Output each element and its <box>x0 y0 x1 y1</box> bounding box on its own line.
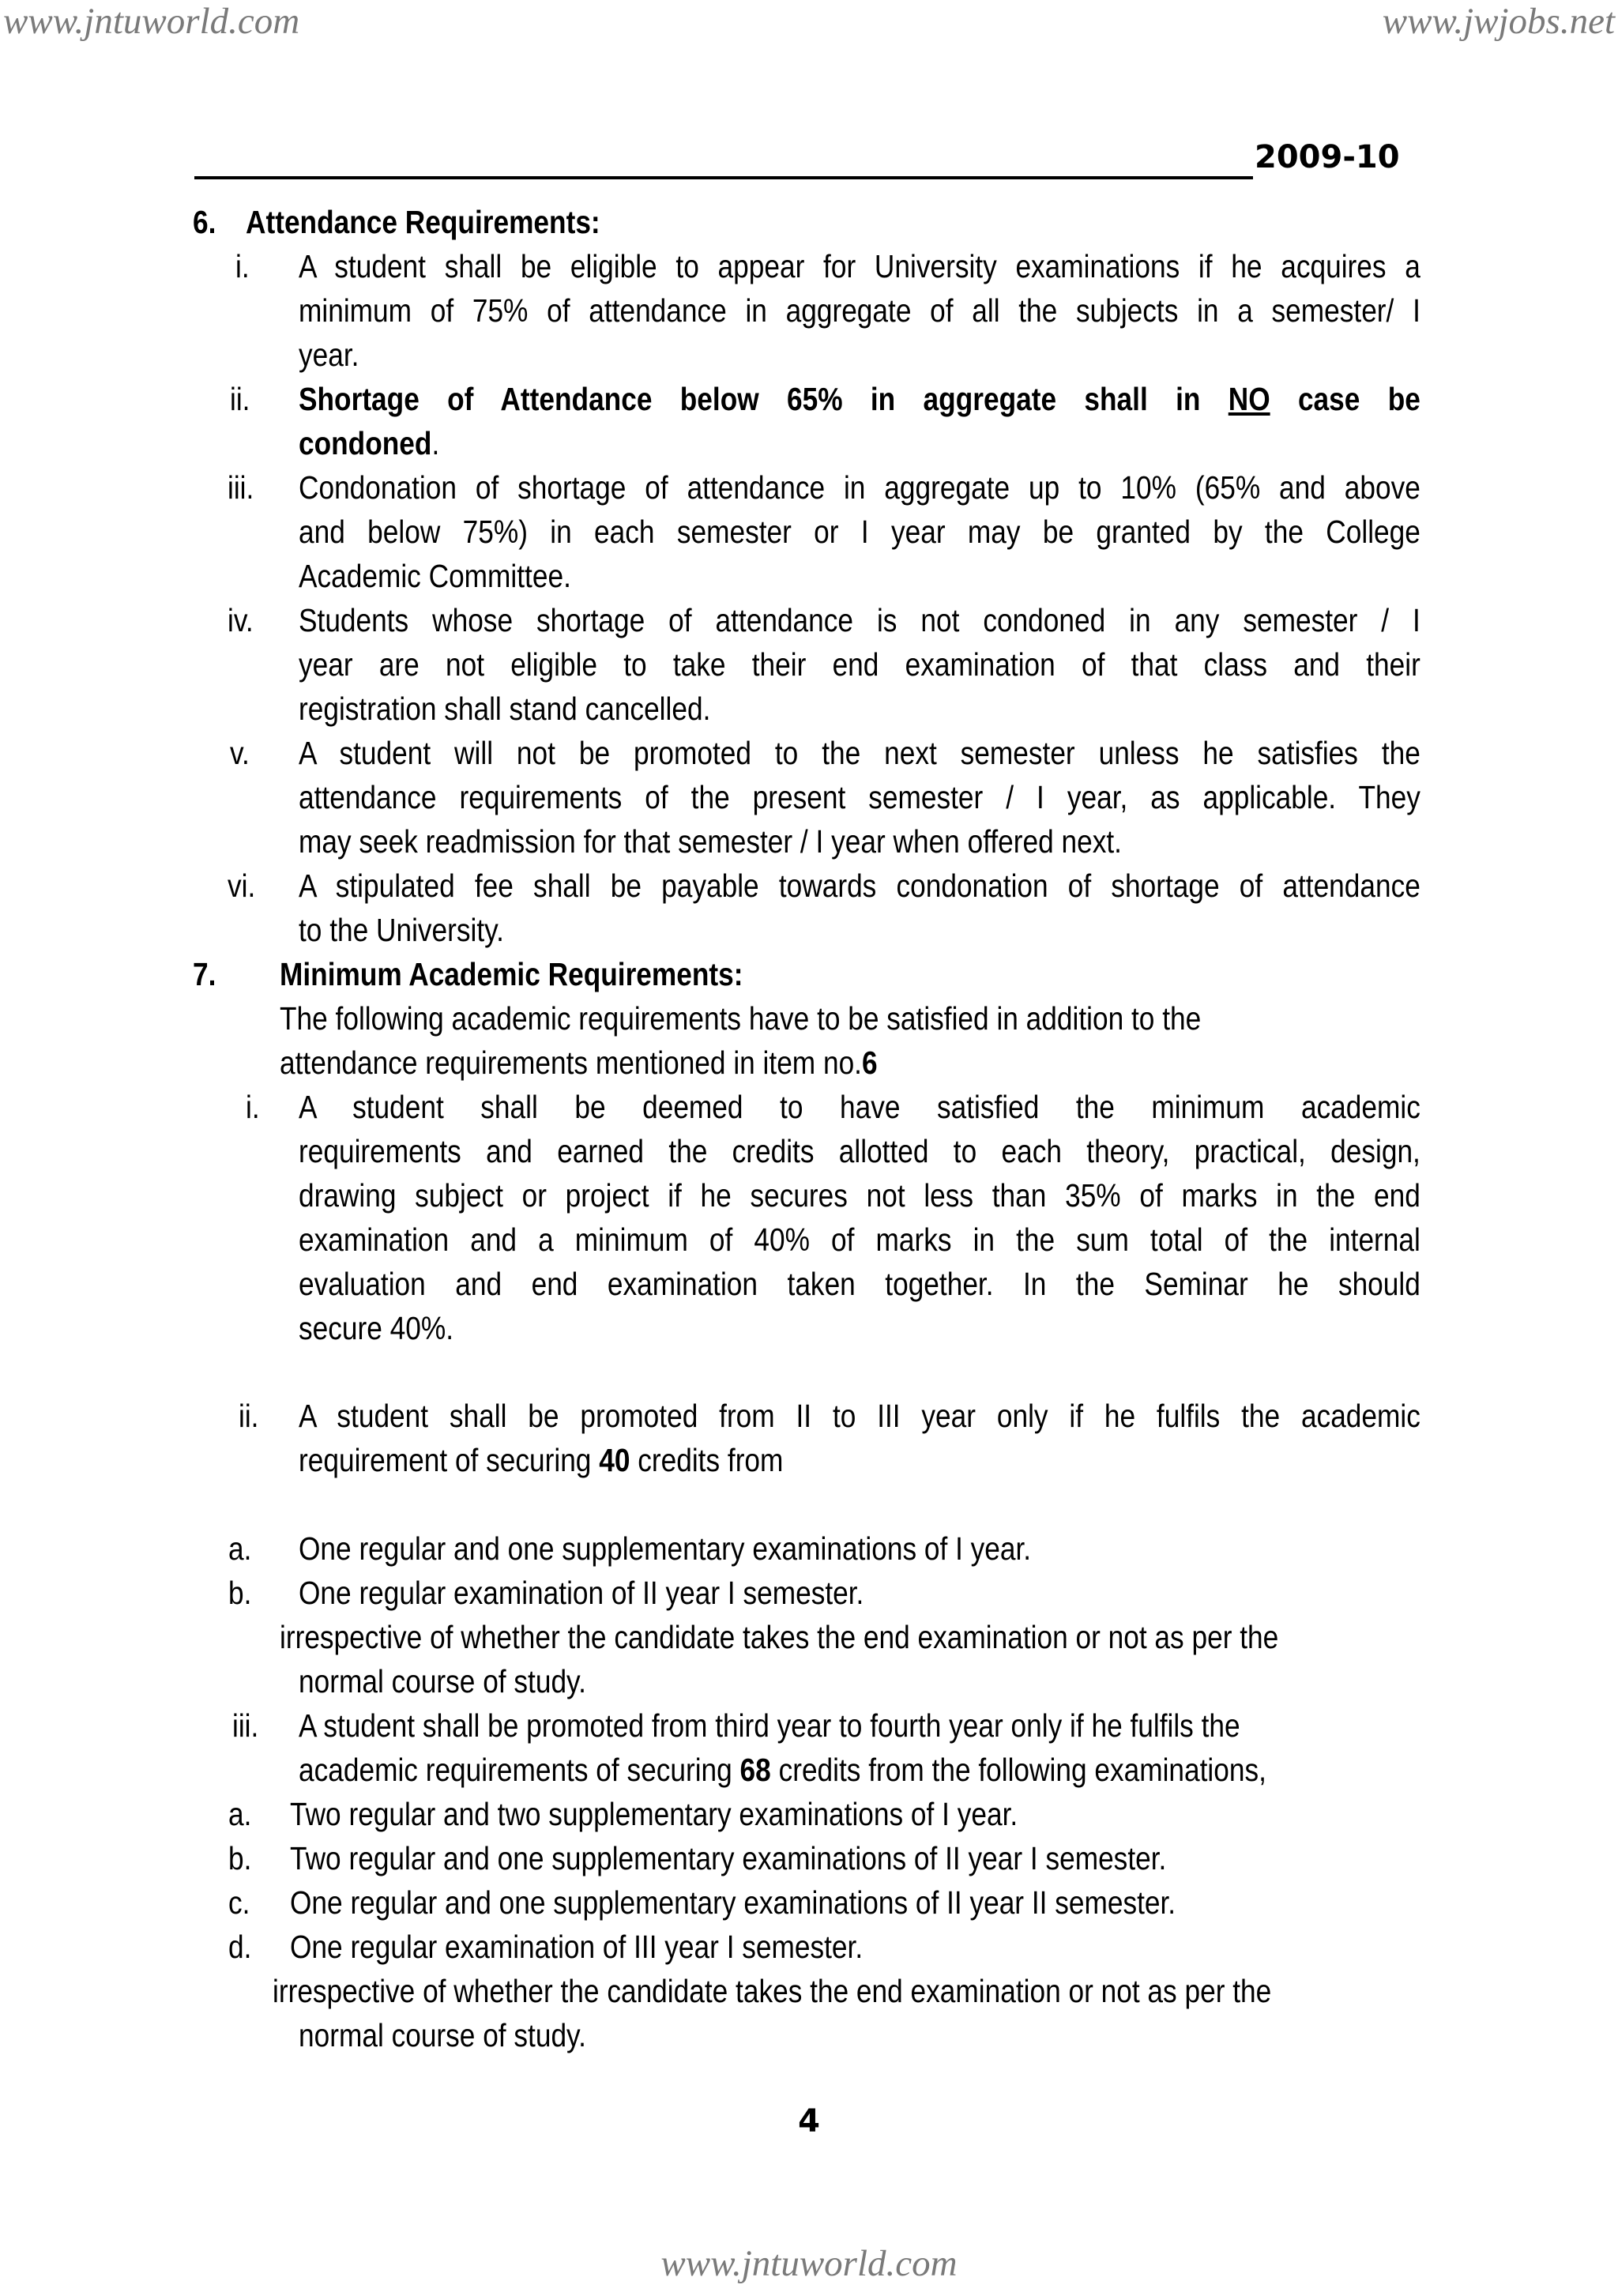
header-rule <box>194 176 1253 179</box>
item-marker: i. <box>235 248 250 284</box>
note-line: normal course of study. <box>299 1663 586 1699</box>
section-6-item-i <box>299 244 1420 377</box>
punctuation: . <box>431 425 440 461</box>
bold-text: case be <box>1270 381 1420 417</box>
item-marker: iv. <box>228 602 254 638</box>
paragraph-line: A student will not be promoted to the next semester unless he satisfies the <box>299 735 1420 771</box>
text-run: credits from the following examinations, <box>770 1752 1266 1788</box>
item-marker: v. <box>230 735 250 771</box>
bold-text: Shortage of Attendance below 65% in aggregate shall in <box>299 381 1229 417</box>
section-7-intro-line <box>280 1041 878 1085</box>
subitem-marker: b. <box>228 1575 252 1611</box>
section-6-item-iii <box>299 465 1420 598</box>
intro-item-ref: 6 <box>861 1044 878 1081</box>
section-6-number: 6. <box>193 204 216 240</box>
item-marker: iii. <box>232 1707 259 1744</box>
subitem-marker: d. <box>228 1929 252 1965</box>
note-line: normal course of study. <box>299 2017 586 2053</box>
paragraph-line: year are not eligible to take their end examination of that class and their <box>299 646 1420 683</box>
item-marker: ii. <box>239 1398 259 1434</box>
section-6-item-v <box>299 731 1420 864</box>
text-run: requirement of securing <box>299 1442 600 1478</box>
paragraph-line: A student shall be promoted from third year to fourth year only if he fulfils the <box>299 1707 1240 1744</box>
paragraph-line: Condonation of shortage of attendance in aggregate up to 10% (65% and above <box>299 469 1420 506</box>
subitem-marker: b. <box>228 1840 252 1876</box>
section-7-intro-line: The following academic requirements have to be satisfied in addition to the <box>280 1000 1202 1037</box>
note-line: irrespective of whether the candidate takes the end examination or not as per the <box>273 1973 1272 2009</box>
section-7-item-ii <box>299 1394 1420 1482</box>
subitem-marker: c. <box>228 1884 250 1921</box>
paragraph-line <box>299 1438 1420 1482</box>
paragraph-line: to the University. <box>299 912 504 948</box>
section-6-title: Attendance Requirements: <box>246 204 600 240</box>
section-6-item-ii <box>299 377 1420 465</box>
section-6-item-iv <box>299 598 1420 731</box>
paragraph-line: Academic Committee. <box>299 558 571 594</box>
section-7-title: Minimum Academic Requirements: <box>280 956 743 992</box>
paragraph-line: drawing subject or project if he secures not less than 35% of marks in the end <box>299 1177 1420 1214</box>
paragraph-line: evaluation and end examination taken together. In the Seminar he should <box>299 1266 1420 1302</box>
watermark-top-left: www.jntuworld.com <box>3 1 300 42</box>
paragraph-line: registration shall stand cancelled. <box>299 691 711 727</box>
bold-text: condoned <box>299 425 432 461</box>
text-run: credits from <box>630 1442 784 1478</box>
paragraph-line: minimum of 75% of attendance in aggregate of all the subjects in a semester/ I <box>299 292 1420 329</box>
section-7-item-i <box>299 1085 1420 1350</box>
watermark-bottom: www.jntuworld.com <box>660 2243 958 2284</box>
intro-text: attendance requirements mentioned in item no. <box>280 1044 862 1081</box>
watermark-top-right: www.jwjobs.net <box>1382 1 1615 42</box>
header-year: 2009-10 <box>1255 139 1400 175</box>
subitem-marker: a. <box>228 1530 252 1567</box>
subitem-text: One regular examination of III year I semester. <box>290 1929 864 1965</box>
subitem-text: One regular and one supplementary examinations of II year II semester. <box>290 1884 1176 1921</box>
note-line: irrespective of whether the candidate takes the end examination or not as per the <box>280 1619 1279 1655</box>
paragraph-line: A stipulated fee shall be payable towards condonation of shortage of attendance <box>299 868 1420 904</box>
section-6-item-vi <box>299 864 1420 952</box>
page-number: 4 <box>798 2103 820 2140</box>
paragraph-line <box>299 1748 1266 1792</box>
paragraph-line: Students whose shortage of attendance is not condoned in any semester / I <box>299 602 1420 638</box>
subitem-text: One regular and one supplementary examinations of I year. <box>299 1530 1032 1567</box>
section-7-number: 7. <box>193 956 216 992</box>
paragraph-line: examination and a minimum of 40% of marks in the sum total of the internal <box>299 1221 1420 1258</box>
credits-value: 40 <box>599 1442 630 1478</box>
item-marker: ii. <box>230 381 250 417</box>
paragraph-line: may seek readmission for that semester / I year when offered next. <box>299 823 1122 860</box>
credits-value: 68 <box>739 1752 771 1788</box>
paragraph-line: A student shall be deemed to have satisfied the minimum academic <box>299 1089 1420 1125</box>
subitem-text: One regular examination of II year I semester. <box>299 1575 864 1611</box>
paragraph-line: requirements and earned the credits allotted to each theory, practical, design, <box>299 1133 1420 1169</box>
item-marker: i. <box>246 1089 260 1125</box>
item-marker: iii. <box>228 469 254 506</box>
paragraph-line <box>299 377 1420 421</box>
text-run: academic requirements of securing <box>299 1752 740 1788</box>
paragraph-line: attendance requirements of the present semester / I year, as applicable. They <box>299 779 1420 815</box>
paragraph-line: A student shall be eligible to appear for University examinations if he acquires a <box>299 248 1420 284</box>
paragraph-line: A student shall be promoted from II to III year only if he fulfils the academic <box>299 1398 1420 1434</box>
subitem-text: Two regular and two supplementary examinations of I year. <box>290 1796 1018 1832</box>
subitem-marker: a. <box>228 1796 252 1832</box>
underlined-text: NO <box>1228 381 1270 417</box>
paragraph-line: and below 75%) in each semester or I year may be granted by the College <box>299 514 1420 550</box>
paragraph-line <box>299 421 1420 465</box>
paragraph-line: year. <box>299 337 359 373</box>
item-marker: vi. <box>228 868 256 904</box>
paragraph-line: secure 40%. <box>299 1310 453 1346</box>
subitem-text: Two regular and one supplementary examinations of II year I semester. <box>290 1840 1167 1876</box>
